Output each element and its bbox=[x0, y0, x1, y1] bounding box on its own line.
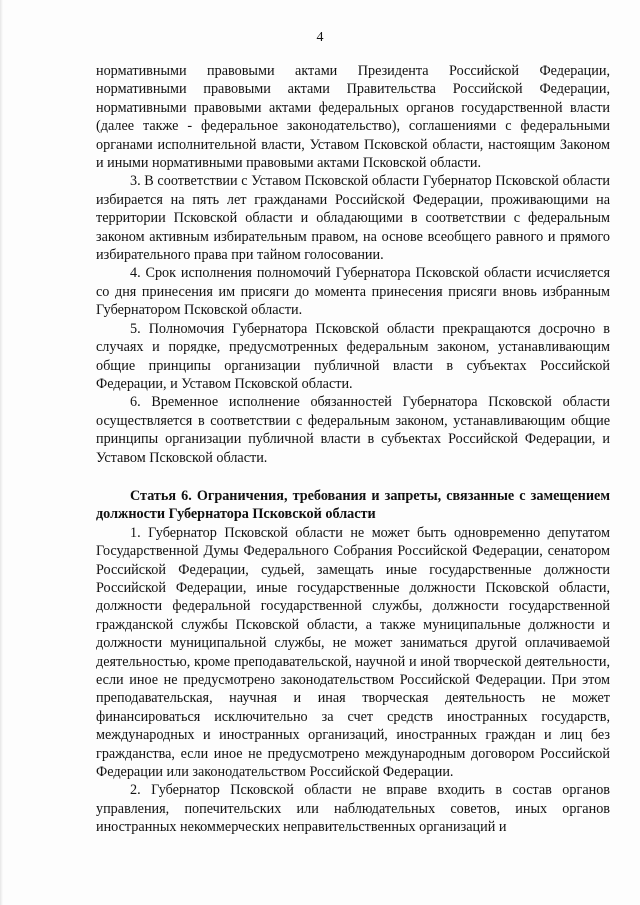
article-paragraph-1: 1. Губернатор Псковской области не может быть одновременно депутатом Государственной Думы Федерального Собрания Российской Федерации, сенатором Российской Федерации, судьей, замещать иные государственные должности Российской Федерации, иные государственные должности Псковской области, должности федеральной государственной службы, должности государственной гражданской службы Псковской области, а также муниципальные должности и должности муниципальной службы, не может заниматься другой оплачиваемой деятельностью, кроме преподавательской, научной и иной творческой деятельности, если иное не предусмотрено законодательством Российской Федерации. При этом преподавательская, научная и иная творческая деятельность не может финансироваться исключительно за счет средств иностранных государств, международных и иностранных организаций, иностранных граждан и лиц без гражданства, если иное не предусмотрено международным договором Российской Федерации или законодательством Российской Федерации. bbox=[96, 524, 610, 781]
paragraph-item-6: 6. Временное исполнение обязанностей Губернатора Псковской области осуществляется в соответствии с федеральным законом, устанавливающим общие принципы организации публичной власти в субъектах Российской Федерации, и Уставом Псковской области. bbox=[96, 394, 610, 466]
paragraph-item-3: 3. В соответствии с Уставом Псковской области Губернатор Псковской области избирается на пять лет гражданами Российской Федерации, проживающими на территории Псковской области и обладающими в соответствии с федеральным законом активным избирательным правом, на основе всеобщего равного и прямого избирательного права при тайном голосовании. bbox=[96, 173, 610, 264]
paragraph-item-4: 4. Срок исполнения полномочий Губернатора Псковской области исчисляется со дня принесения им присяги до момента принесения присяги вновь избранным Губернатором Псковской области. bbox=[96, 265, 610, 319]
document-body bbox=[96, 62, 610, 837]
paragraph-continued: нормативными правовыми актами Президента Российской Федерации, нормативными правовыми актами Правительства Российской Федерации, нормативными правовыми актами федеральных органов государственной власти (далее также - федеральное законодательство), соглашениями с федеральными органами исполнительной власти, Уставом Псковской области, настоящим Законом и иными нормативными правовыми актами Псковской области. bbox=[96, 63, 610, 172]
paragraph-item-5: 5. Полномочия Губернатора Псковской области прекращаются досрочно в случаях и порядке, предусмотренных федеральным законом, устанавливающим общие принципы организации публичной власти в субъектах Российской Федерации, и Уставом Псковской области. bbox=[96, 320, 610, 392]
page-number: 4 bbox=[316, 30, 324, 45]
article-heading: Статья 6. Ограничения, требования и запреты, связанные с замещением должности Губернатора Псковской области bbox=[96, 487, 610, 523]
scan-edge bbox=[0, 0, 3, 905]
article-paragraph-2: 2. Губернатор Псковской области не вправе входить в состав органов управления, попечительских или наблюдательных советов, иных органов иностранных некоммерческих неправительственных организаций и bbox=[96, 782, 610, 836]
